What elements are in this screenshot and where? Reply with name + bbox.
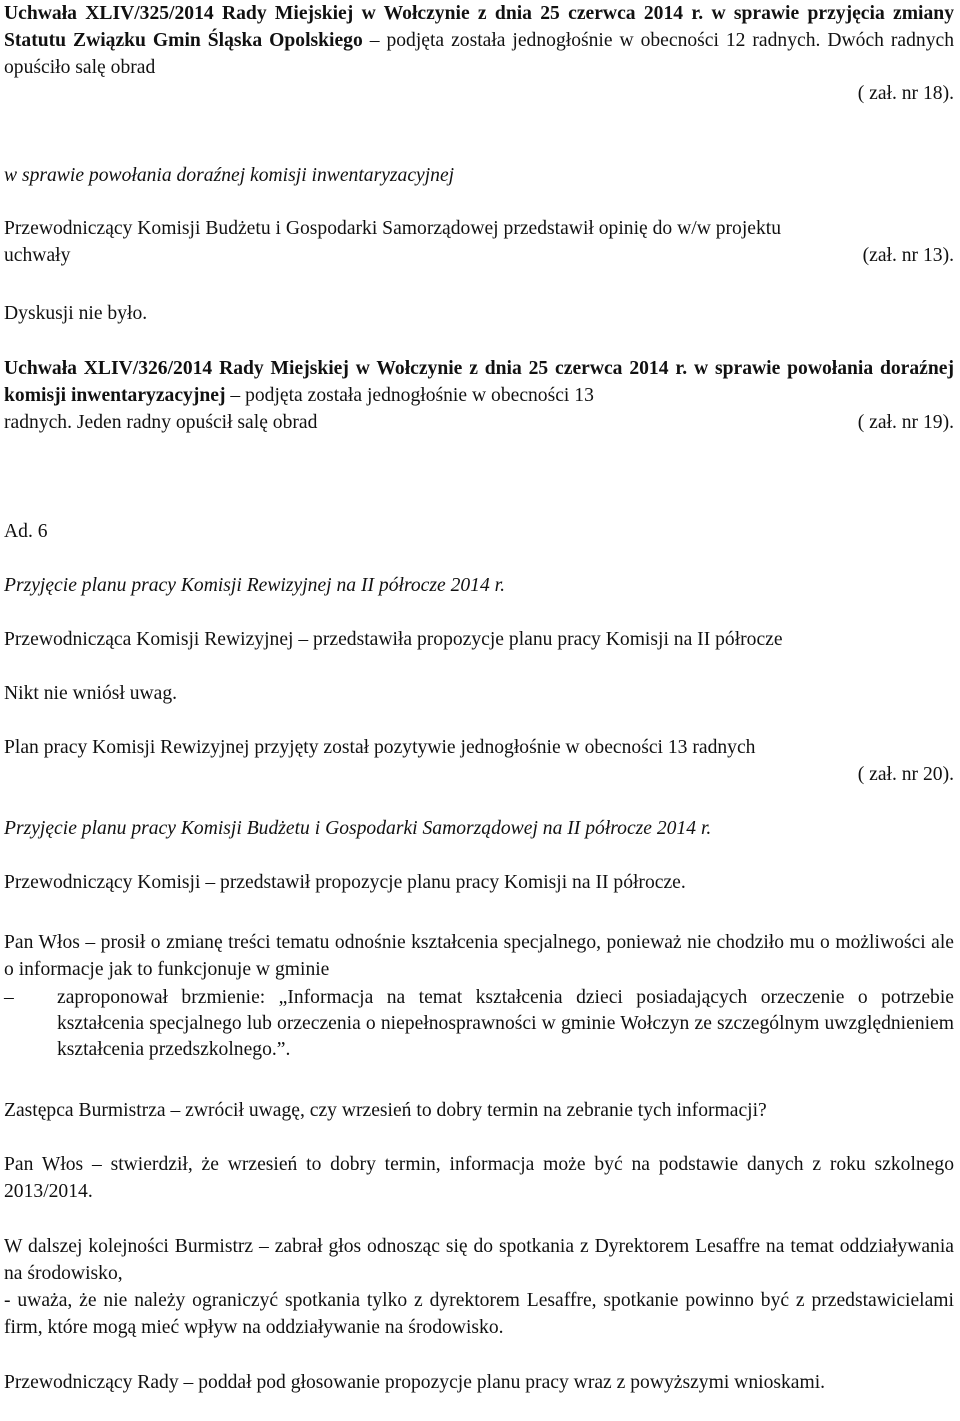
deputy-mayor-remark: Zastępca Burmistrza – zwrócił uwagę, czy wrzesień to dobry termin na zebranie tych informacji? (4, 1100, 767, 1121)
section-heading-budget-plan: Przyjęcie planu pracy Komisji Budżetu i Gospodarki Samorządowej na II półrocze 2014 r. (4, 818, 712, 839)
resolution-326-result: – podjęta została jednogłośnie w obecności 13 (225, 385, 594, 406)
section-heading-inventory-commission: w sprawie powołania doraźnej komisji inwentaryzacyjnej (4, 165, 455, 186)
wlos-statement: Pan Włos – stwierdził, że wrzesień to dobry termin, informacja może być na podstawie danych z roku szkolnego 2013/2014. (4, 1154, 954, 1202)
budget-plan-proposal: Przewodniczący Komisji – przedstawił propozycje planu pracy Komisji na II półrocze. (4, 872, 686, 893)
attachment-13-ref: (zał. nr 13). (862, 245, 954, 266)
committee-opinion-line2 (4, 242, 954, 269)
resolution-326-departure: radnych. Jeden radny opuścił salę obrad (4, 412, 318, 433)
audit-plan-proposal: Przewodnicząca Komisji Rewizyjnej – przedstawiła propozycje planu pracy Komisji na II półrocze (4, 629, 783, 650)
committee-opinion-paragraph (4, 215, 954, 269)
committee-opinion-text: Przewodniczący Komisji Budżetu i Gospodarki Samorządowej przedstawił opinię do w/w projektu (4, 218, 782, 239)
mayor-statement-1: W dalszej kolejności Burmistrz – zabrał głos odnosząc się do spotkania z Dyrektorem Lesaffre na temat oddziaływania na środowisko, (4, 1236, 954, 1284)
attachment-18-ref: ( zał. nr 18). (857, 83, 954, 104)
resolution-325-paragraph (4, 0, 954, 81)
attachment-20-ref: ( zał. nr 20). (857, 764, 954, 785)
committee-opinion-subject: uchwały (4, 245, 71, 266)
resolution-326-title: Uchwała XLIV/326/2014 Rady Miejskiej w Wołczynie z dnia 25 czerwca 2014 r. w sprawie powołania doraźnej komisji inwentaryzacyjnej (4, 358, 954, 406)
resolution-325-result: – podjęta została jednogłośnie w obecności 12 radnych. Dwóch radnych opuściło salę obrad (4, 30, 954, 78)
resolution-326-line3 (4, 409, 954, 436)
list-dash-marker: – (4, 987, 14, 1008)
section-heading-audit-plan: Przyjęcie planu pracy Komisji Rewizyjnej na II półrocze 2014 r. (4, 575, 506, 596)
resolution-325-title: Uchwała XLIV/325/2014 Rady Miejskiej w Wołczynie z dnia 25 czerwca 2014 r. w sprawie przyjęcia zmiany Statutu Związku Gmin Śląska Opolskiego (4, 3, 954, 51)
committee-opinion-line1 (4, 215, 954, 242)
audit-plan-approved: Plan pracy Komisji Rewizyjnej przyjęty został pozytywie jednogłośnie w obecności 13 radnych (4, 737, 756, 758)
attachment-19-ref: ( zał. nr 19). (857, 412, 954, 433)
agenda-item-6: Ad. 6 (4, 521, 48, 542)
no-discussion-note: Dyskusji nie było. (4, 303, 148, 324)
no-comments-note: Nikt nie wniósł uwag. (4, 683, 178, 704)
wlos-request-paragraph: Pan Włos – prosił o zmianę treści tematu odnośnie kształcenia specjalnego, ponieważ nie chodziło mu o możliwości ale o informacje jak to funkcjonuje w gminie (4, 932, 954, 980)
chairman-vote-paragraph: Przewodniczący Rady – poddał pod głosowanie propozycje planu pracy wraz z powyższymi wnioskami. (4, 1372, 826, 1393)
mayor-statement-2: - uważa, że nie należy ograniczyć spotkania tylko z dyrektorem Lesaffre, spotkanie powinno być z przedstawicielami firm, które mogą mieć wpływ na oddziaływanie na środowisko. (4, 1290, 954, 1338)
wlos-proposal-text: zaproponował brzmienie: „Informacja na temat kształcenia dzieci posiadających orzeczenie o potrzebie kształcenia specjalnego lub orzeczenia o niepełnosprawności w gminie Wołczyn ze szczególnym uwzględnieniem kształcenia przedszkolnego.”. (57, 987, 954, 1060)
resolution-326-paragraph (4, 355, 954, 409)
